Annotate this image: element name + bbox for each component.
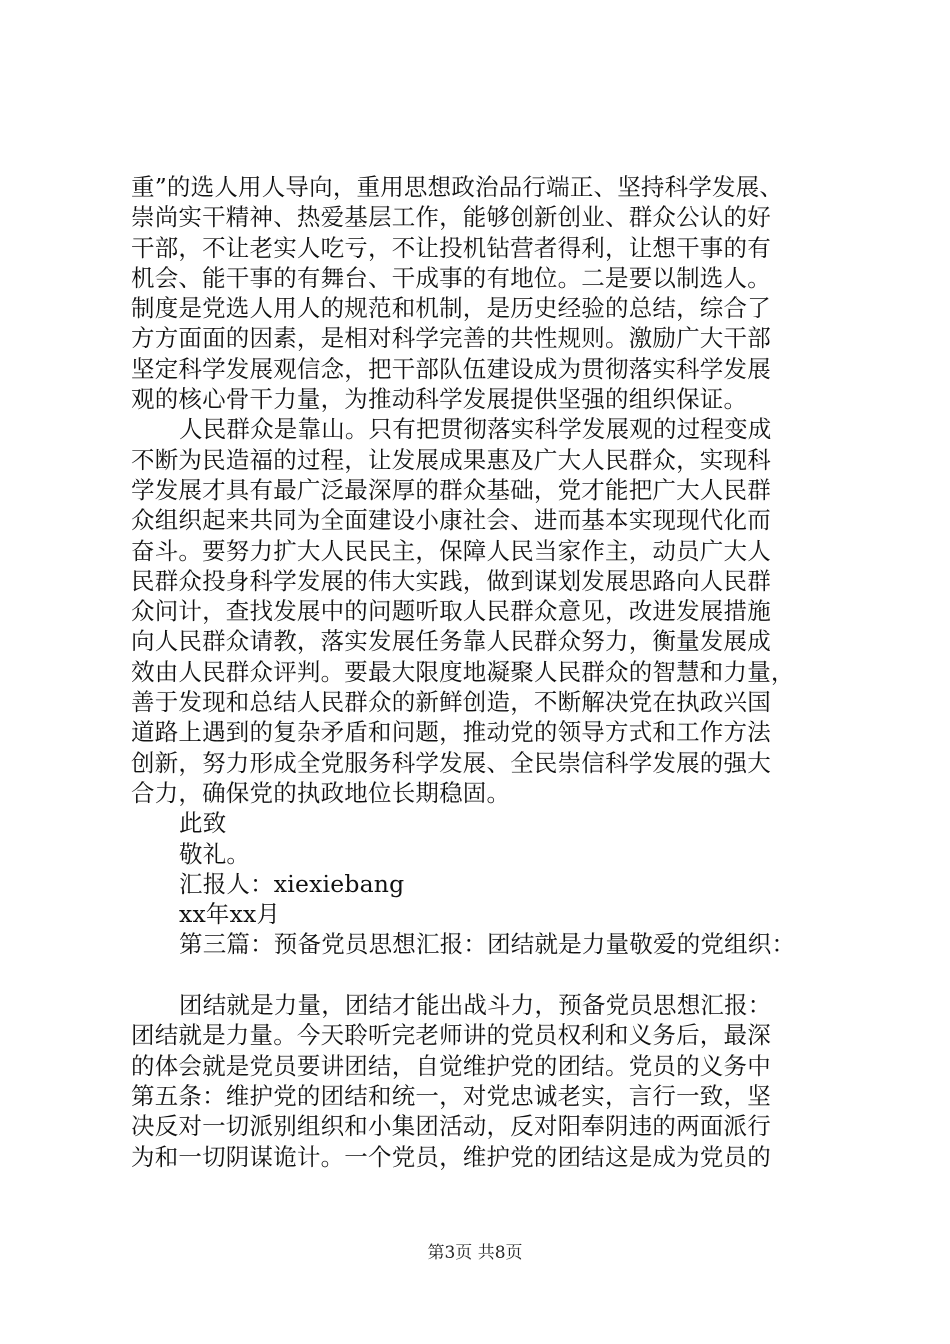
text-line: 众问计，查找发展中的问题听取人民群众意见，改进发展措施 — [131, 597, 771, 626]
text-line: 学发展才具有最广泛最深厚的群众基础，党才能把广大人民群 — [131, 475, 771, 504]
text-line: 向人民群众请教，落实发展任务靠人民群众努力，衡量发展成 — [131, 627, 771, 656]
text-line: 合力，确保党的执政地位长期稳固。 — [131, 778, 511, 807]
text-line: 善于发现和总结人民群众的新鲜创造，不断解决党在执政兴国 — [131, 688, 771, 717]
text-line: 奋斗。要努力扩大人民民主，保障人民当家作主，动员广大人 — [131, 536, 771, 565]
text-line: 制度是党选人用人的规范和机制，是历史经验的总结，综合了 — [131, 294, 771, 323]
text-line: 崇尚实干精神、热爱基层工作，能够创新创业、群众公认的好 — [131, 203, 771, 232]
text-line: 第五条：维护党的团结和统一，对党忠诚老实，言行一致，坚 — [131, 1081, 771, 1110]
closing-regards: 敬礼。 — [179, 839, 251, 868]
text-line: 众组织起来共同为全面建设小康社会、进而基本实现现代化而 — [131, 506, 771, 535]
text-line: 方方面面的因素，是相对科学完善的共性规则。激励广大干部 — [131, 324, 771, 353]
text-line: 决反对一切派别组织和小集团活动，反对阳奉阴违的两面派行 — [131, 1112, 771, 1141]
blank-line — [131, 960, 851, 990]
paragraph-start-line: 人民群众是靠山。只有把贯彻落实科学发展观的过程变成 — [179, 415, 772, 444]
report-date: xx年xx月 — [179, 900, 281, 929]
closing-salutation: 此致 — [179, 809, 227, 838]
text-line: 道路上遇到的复杂矛盾和问题，推动党的领导方式和工作方法 — [131, 718, 771, 747]
body-text — [131, 172, 851, 1172]
text-line: 机会、能干事的有舞台、干成事的有地位。二是要以制选人。 — [131, 263, 771, 292]
text-line: 观的核心骨干力量，为推动科学发展提供坚强的组织保证。 — [131, 385, 748, 414]
text-line: 不断为民造福的过程，让发展成果惠及广大人民群众，实现科 — [131, 445, 771, 474]
reporter-name: 汇报人：xiexiebang — [179, 869, 405, 898]
text-line: 民群众投身科学发展的伟大实践，做到谋划发展思路向人民群 — [131, 566, 771, 595]
section-heading: 第三篇：预备党员思想汇报：团结就是力量敬爱的党组织： — [179, 930, 796, 959]
text-line: 的体会就是党员要讲团结，自觉维护党的团结。党员的义务中 — [131, 1051, 771, 1080]
text-line: 干部，不让老实人吃亏，不让投机钻营者得利，让想干事的有 — [131, 233, 771, 262]
text-line: 坚定科学发展观信念，把干部队伍建设成为贯彻落实科学发展 — [131, 354, 771, 383]
text-line: 效由人民群众评判。要最大限度地凝聚人民群众的智慧和力量， — [131, 657, 795, 686]
text-line: 为和一切阴谋诡计。一个党员，维护党的团结这是成为党员的 — [131, 1142, 771, 1171]
text-line: 重”的选人用人导向，重用思想政治品行端正、坚持科学发展、 — [131, 173, 784, 201]
paragraph-start-line: 团结就是力量，团结才能出战斗力，预备党员思想汇报： — [179, 991, 772, 1020]
page-number-footer: 第3页 共8页 — [427, 1243, 523, 1263]
text-line: 创新，努力形成全党服务科学发展、全民崇信科学发展的强大 — [131, 748, 771, 777]
text-line: 团结就是力量。今天聆听完老师讲的党员权利和义务后，最深 — [131, 1021, 771, 1050]
